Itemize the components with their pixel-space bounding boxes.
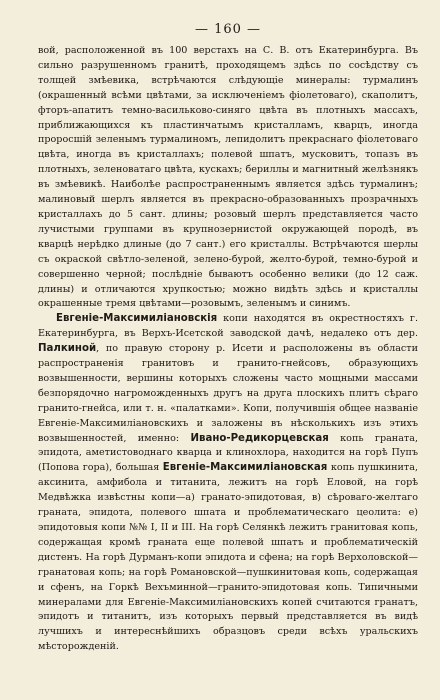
paragraph-2 — [38, 312, 418, 655]
page-number: — 160 — — [194, 22, 262, 37]
mine-name-2: Евгеніе-Максимиліановская — [162, 462, 328, 474]
village-name: Палкиной — [38, 343, 97, 355]
mine-name-1: Ивано-Редикорцевская — [190, 432, 329, 444]
paragraph-1: вой, расположенной въ 100 верстахъ на С. В. отъ Екатеринбурга. Въ сильно разрушенномъ гранитѣ, проходящемъ здѣсь по сосѣдству съ толщей змѣевика, встрѣчаются слѣдующіе минералы: турмалинъ (окрашенный всѣми цвѣтами, за исключеніемъ фіолетоваго), скаполитъ, фторъ-апатитъ темно-васильково-синяго цвѣта въ плотныхъ массахъ, приближающихся къ пластинчатымъ кристалламъ, кварцъ, иногда проросшій зеленымъ турмалиномъ, лепидолитъ прекраснаго фіолетоваго цвѣта, иногда въ кристаллахъ; полевой шпатъ, мусковитъ, топазъ въ плотныхъ, зеленоватаго цвѣта, кускахъ; бериллы и магнитный желѣзнякъ въ змѣевикѣ. Наиболѣе распространеннымъ является здѣсь турмалинъ; малиновый шерлъ является въ прекрасно-образованныхъ прозрачныхъ кристаллахъ до 5 сант. длины; розовый шерлъ представляется часто лучистыми группами въ крупнозернистой окружающей породѣ, въ кварцѣ нерѣдко длиные (до 7 сант.) его кристаллы. Встрѣчаются шерлы съ окраской свѣтло-зеленой, зелено-бурой, желто-бурой, темно-бурой и совершенно черной; послѣдніе бываютъ особенно велики (до 12 саж. длины) и отличаются хрупкостью; можно видѣть здѣсь и кристаллы окрашенные тремя цвѣтами—розовымъ, зеленымъ и синимъ. — [38, 45, 418, 310]
kopi-name: Евгеніе-Максимиліановскія — [56, 313, 218, 325]
body-text — [38, 44, 418, 655]
paragraph-2-seg-3: копь граната, эпидота, аметистоводнаго кварца и клинохлора, находится на горѣ Пупъ (Попова гора), большая — [38, 432, 418, 474]
paragraph-2-seg-1: копи находятся въ окрестностяхъ г. Екатеринбурга, въ Верхъ-Исетской заводской дачѣ, недалеко отъ дер. — [38, 313, 418, 340]
paragraph-2-seg-4: копь пушкинита, аксинита, амфибола и титанита, лежитъ на горѣ Еловой, на горѣ Медвѣжка извѣстны копи—а) гранато-эпидотовая, в) сѣроваго-желтаго граната, эпидота, полевого шпата и проблематическаго цеолита: е) эпидотовыя копи №№ I, II и III. На горѣ Селянкѣ лежитъ гранитовая копь, содержащая кромѣ граната еще полевой шпатъ и проблематическій дистенъ. На горѣ Дурманъ-копи эпидота и сфена; на горѣ Верхоловской—гранатовая копь; на горѣ Романовской—пушкинитовая копь, содержащая и сфенъ, на Горкѣ Вехъминной—гранито-эпидотовая копь. Типичными минералами для Евгеніе-Максимиліановскихъ копей считаются гранатъ, эпидотъ и титанитъ, изъ которыхъ первый представляется въ видѣ лучшихъ и интереснѣйшихъ образцовъ среди всѣхъ уральскихъ мѣсторожденій. — [38, 462, 419, 653]
paragraph-2-seg-2: , по правую сторону р. Исети и расположены въ области распространенія гранитовъ и гранито-гнейсовъ, образующихъ возвышенности, вершины которыхъ сложены часто мощными массами безпорядочно нагроможденныхъ другъ на друга плоскихъ плитъ сѣраго гранито-гнейса, или т. н. «палатками». Копи, получившія общее названіе Евгеніе-Максимиліановскихъ и заложены въ нѣсколькихъ изъ этихъ возвышенностей, именно: — [38, 343, 418, 444]
